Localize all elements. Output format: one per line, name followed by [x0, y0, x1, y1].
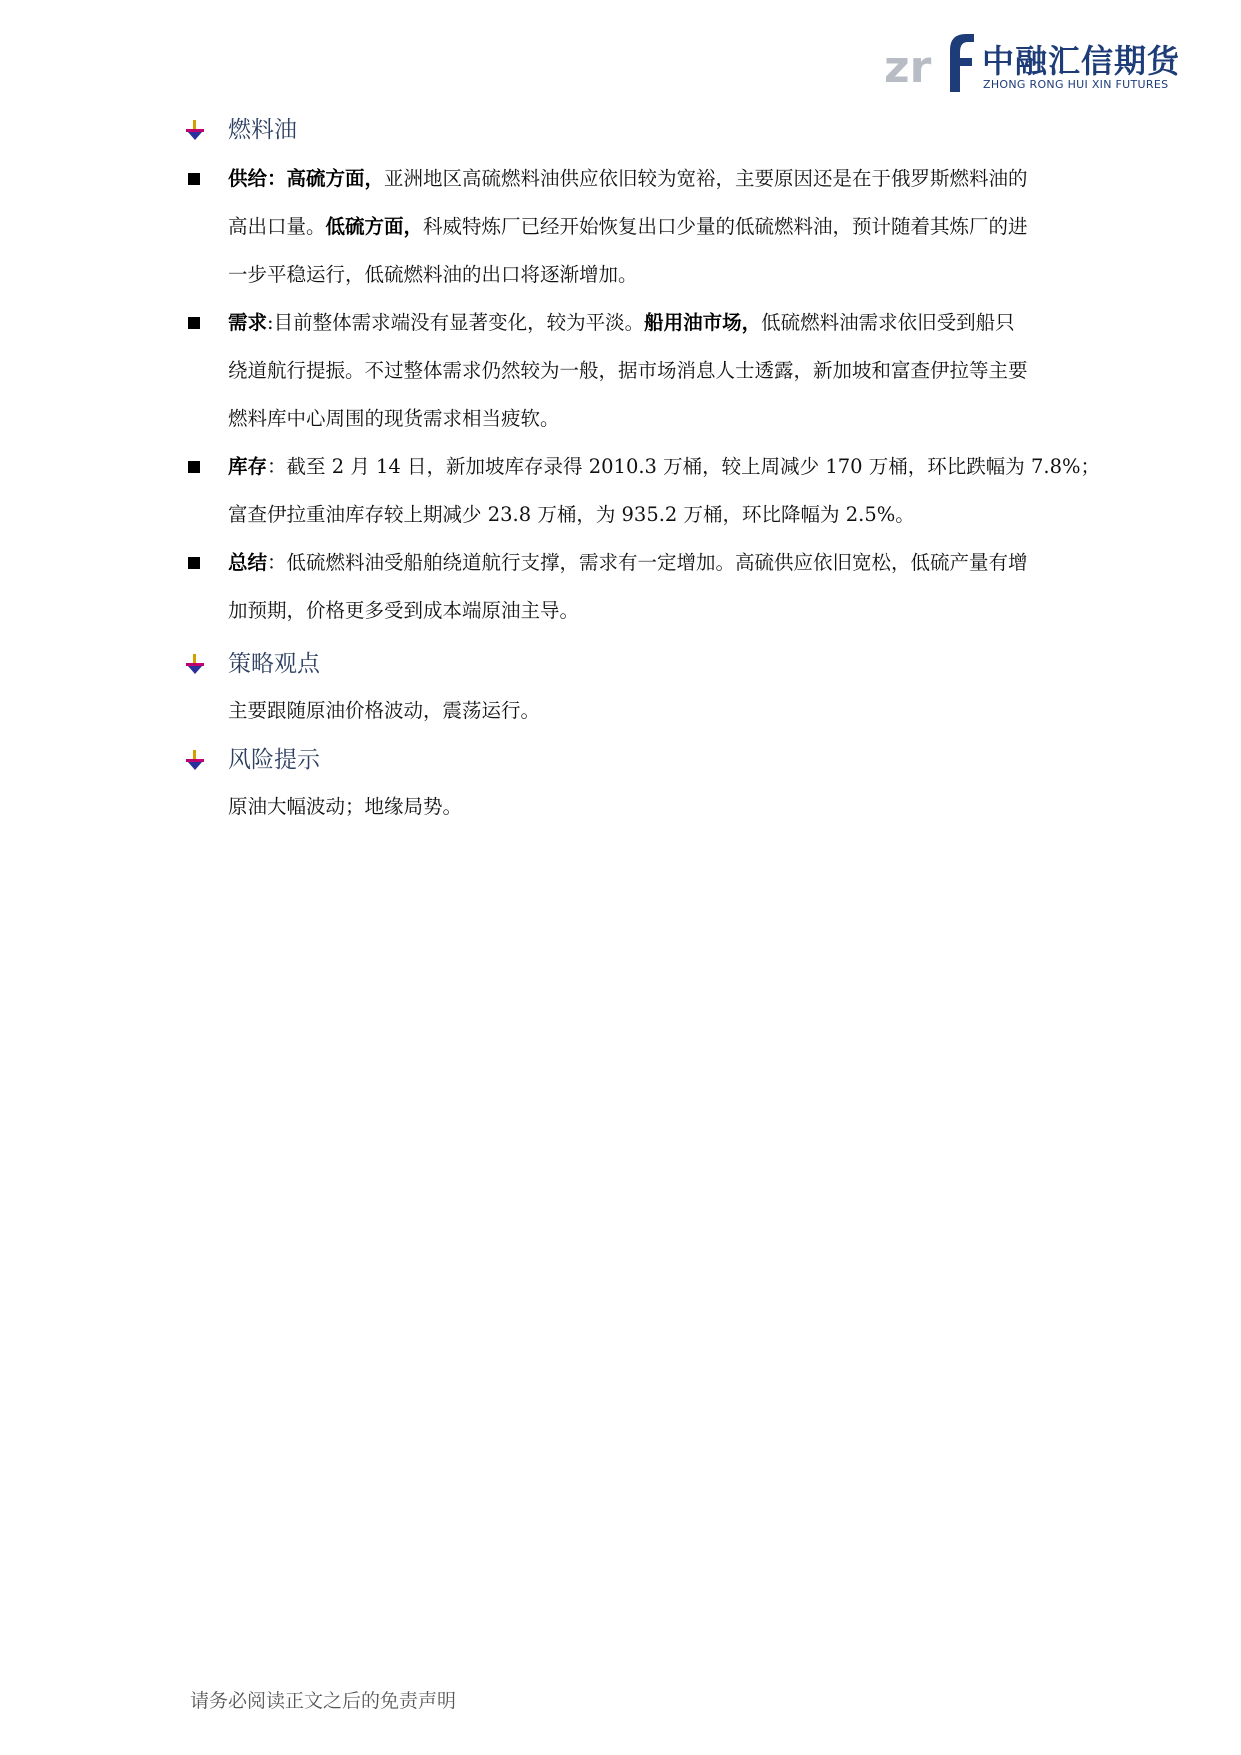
high-sulfur-label: 高硫方面， — [286, 167, 385, 190]
logo-chinese-name: 中融汇信期货 — [982, 42, 1181, 80]
demand-line-1: 需求:目前整体需求端没有显著变化，较为平淡。船用油市场，低硫燃料油需求依旧受到船只 — [228, 311, 1015, 334]
strategy-text: 主要跟随原油价格波动，震荡运行。 — [228, 699, 541, 722]
supply-label: 供给： — [228, 167, 287, 190]
summary-line-1: 总结：低硫燃料油受船舶绕道航行支撑，需求有一定增加。高硫供应依旧宽松，低硫产量有增 — [228, 551, 1028, 574]
inventory-label: 库存 — [228, 455, 268, 478]
down-arrow-bullet-icon — [186, 654, 204, 674]
section-title: 策略观点 — [228, 651, 320, 677]
zrf-logo-mark-icon — [884, 30, 976, 94]
demand-line-3: 燃料库中心周围的现货需求相当疲软。 — [228, 407, 560, 430]
low-sulfur-label: 低硫方面， — [325, 215, 424, 238]
company-logo — [884, 30, 1181, 100]
risk-text: 原油大幅波动；地缘局势。 — [228, 795, 463, 818]
summary-label: 总结 — [228, 551, 268, 574]
logo-english-name: ZHONG RONG HUI XIN FUTURES — [983, 78, 1169, 91]
demand-line-2: 绕道航行提振。不过整体需求仍然较为一般，据市场消息人士透露，新加坡和富查伊拉等主要 — [228, 359, 1028, 382]
supply-line-3: 一步平稳运行，低硫燃料油的出口将逐渐增加。 — [228, 263, 638, 286]
demand-label: 需求 — [228, 311, 268, 334]
logo-mark-zr: zr — [884, 42, 932, 93]
inventory-line-2: 富查伊拉重油库存较上期减少 23.8 万桶，为 935.2 万桶，环比降幅为 2.5%。 — [228, 503, 915, 526]
square-bullet-icon — [188, 173, 200, 185]
square-bullet-icon — [188, 461, 200, 473]
supply-line-1: 供给：高硫方面，亚洲地区高硫燃料油供应依旧较为宽裕，主要原因还是在于俄罗斯燃料油的 — [228, 167, 1028, 190]
bunker-market-label: 船用油市场， — [644, 311, 762, 334]
square-bullet-icon — [188, 557, 200, 569]
section-title: 风险提示 — [228, 747, 320, 773]
down-arrow-bullet-icon — [186, 750, 204, 770]
supply-line-2: 高出口量。低硫方面，科威特炼厂已经开始恢复出口少量的低硫燃料油，预计随着其炼厂的进 — [228, 215, 1028, 238]
section-title: 燃料油 — [228, 117, 297, 143]
summary-line-2: 加预期，价格更多受到成本端原油主导。 — [228, 599, 580, 622]
square-bullet-icon — [188, 317, 200, 329]
down-arrow-bullet-icon — [186, 120, 204, 140]
logo-mark-f — [950, 34, 974, 92]
footer-disclaimer: 请务必阅读正文之后的免责声明 — [190, 1690, 457, 1712]
inventory-line-1: 库存：截至 2 月 14 日，新加坡库存录得 2010.3 万桶，较上周减少 170 万桶，环比跌幅为 7.8%； — [228, 455, 1101, 478]
